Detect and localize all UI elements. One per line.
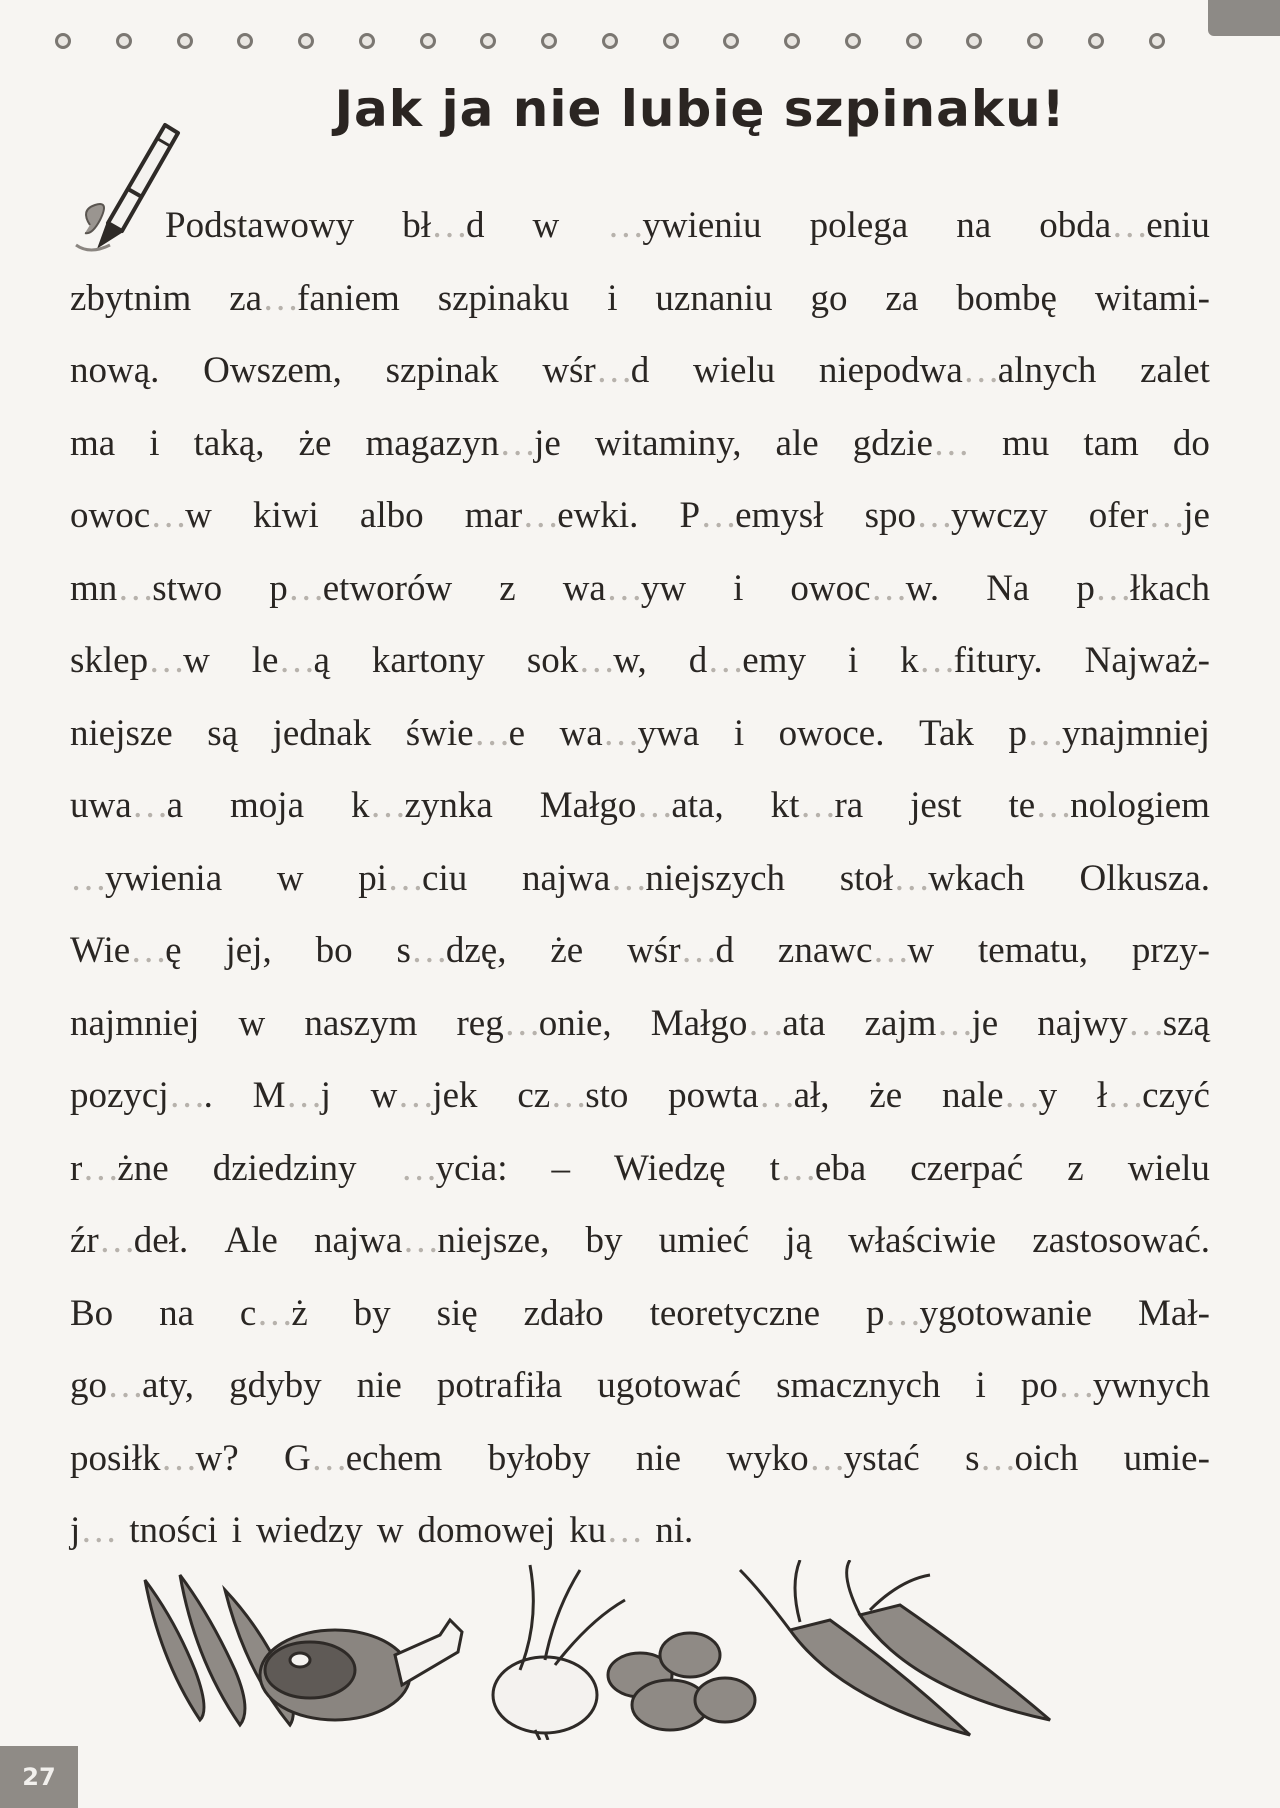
text-line: zbytnim za…faniem szpinaku i uznaniu go za bombę witami- [70,277,1210,319]
text-line: nową. Owszem, szpinak wśr…d wielu niepodwa…alnych zalet [70,350,1210,391]
text-line: ma i taką, że magazyn…je witaminy, ale gdzie… mu tam do [70,422,1210,464]
spiral-ring-icon [723,33,739,49]
page-title: Jak ja nie lubię szpinaku! [334,80,1066,138]
text-line: uwa…a moja k…zynka Małgo…ata, kt…ra jest te…nologiem [70,785,1210,826]
text-line: Podstawowy bł…d w …ywieniu polega na obda…eniu [165,205,1210,246]
spiral-ring-icon [237,33,253,49]
text-line: j… tności i wiedzy w domowej ku… ni. [70,1510,694,1551]
spiral-binding [55,26,1165,56]
spiral-ring-icon [541,33,557,49]
spiral-ring-icon [480,33,496,49]
spiral-ring-icon [420,33,436,49]
spiral-ring-icon [906,33,922,49]
text-line: Wie…ę jej, bo s…dzę, że wśr…d znawc…w tematu, przy- [70,930,1210,971]
onion-icon [493,1565,625,1740]
text-line: r…żne dziedziny …ycia: – Wiedzę t…eba czerpać z wielu [70,1147,1210,1189]
text-line: owoc…w kiwi albo mar…ewki. P…emysł spo…ywczy ofer…je [70,495,1210,536]
text-line: sklep…w le…ą kartony sok…w, d…emy i k…fitury. Najważ- [70,640,1210,681]
text-line: pozycj…. M…j w…jek cz…sto powta…ał, że nale…y ł…czyć [70,1075,1210,1116]
text-line: niejsze są jednak świe…e wa…ywa i owoce. Tak p…ynajmniej [70,712,1210,754]
spiral-ring-icon [177,33,193,49]
spiral-ring-icon [602,33,618,49]
spiral-ring-icon [1149,33,1165,49]
text-line: posiłk…w? G…echem byłoby nie wyko…ystać s…oich umie- [70,1437,1210,1479]
spiral-ring-icon [663,33,679,49]
spiral-ring-icon [784,33,800,49]
text-line: źr…deł. Ale najwa…niejsze, by umieć ją właściwie zastosować. [70,1220,1210,1261]
ham-icon [260,1620,462,1720]
spiral-ring-icon [359,33,375,49]
potatoes-icon [608,1633,755,1730]
page-number: 27 [0,1746,78,1808]
text-line: najmniej w naszym reg…onie, Małgo…ata zajm…je najwy…szą [70,1002,1210,1044]
text-line: mn…stwo p…etworów z wa…yw i owoc…w. Na p…łkach [70,567,1210,609]
spiral-ring-icon [298,33,314,49]
corner-tab [1208,0,1280,36]
text-line: Bo na c…ż by się zdało teoretyczne p…ygotowanie Mał- [70,1292,1210,1334]
carrots-icon [740,1560,1050,1735]
spiral-ring-icon [116,33,132,49]
spiral-ring-icon [55,33,71,49]
vegetables-illustration [140,1560,1160,1740]
spiral-ring-icon [1088,33,1104,49]
spiral-ring-icon [1027,33,1043,49]
text-line: go…aty, gdyby nie potrafiła ugotować smacznych i po…ywnych [70,1365,1210,1406]
exercise-text [70,190,1210,1568]
spiral-ring-icon [966,33,982,49]
text-line: …ywienia w pi…ciu najwa…niejszych stoł…wkach Olkusza. [70,857,1210,899]
spiral-ring-icon [845,33,861,49]
